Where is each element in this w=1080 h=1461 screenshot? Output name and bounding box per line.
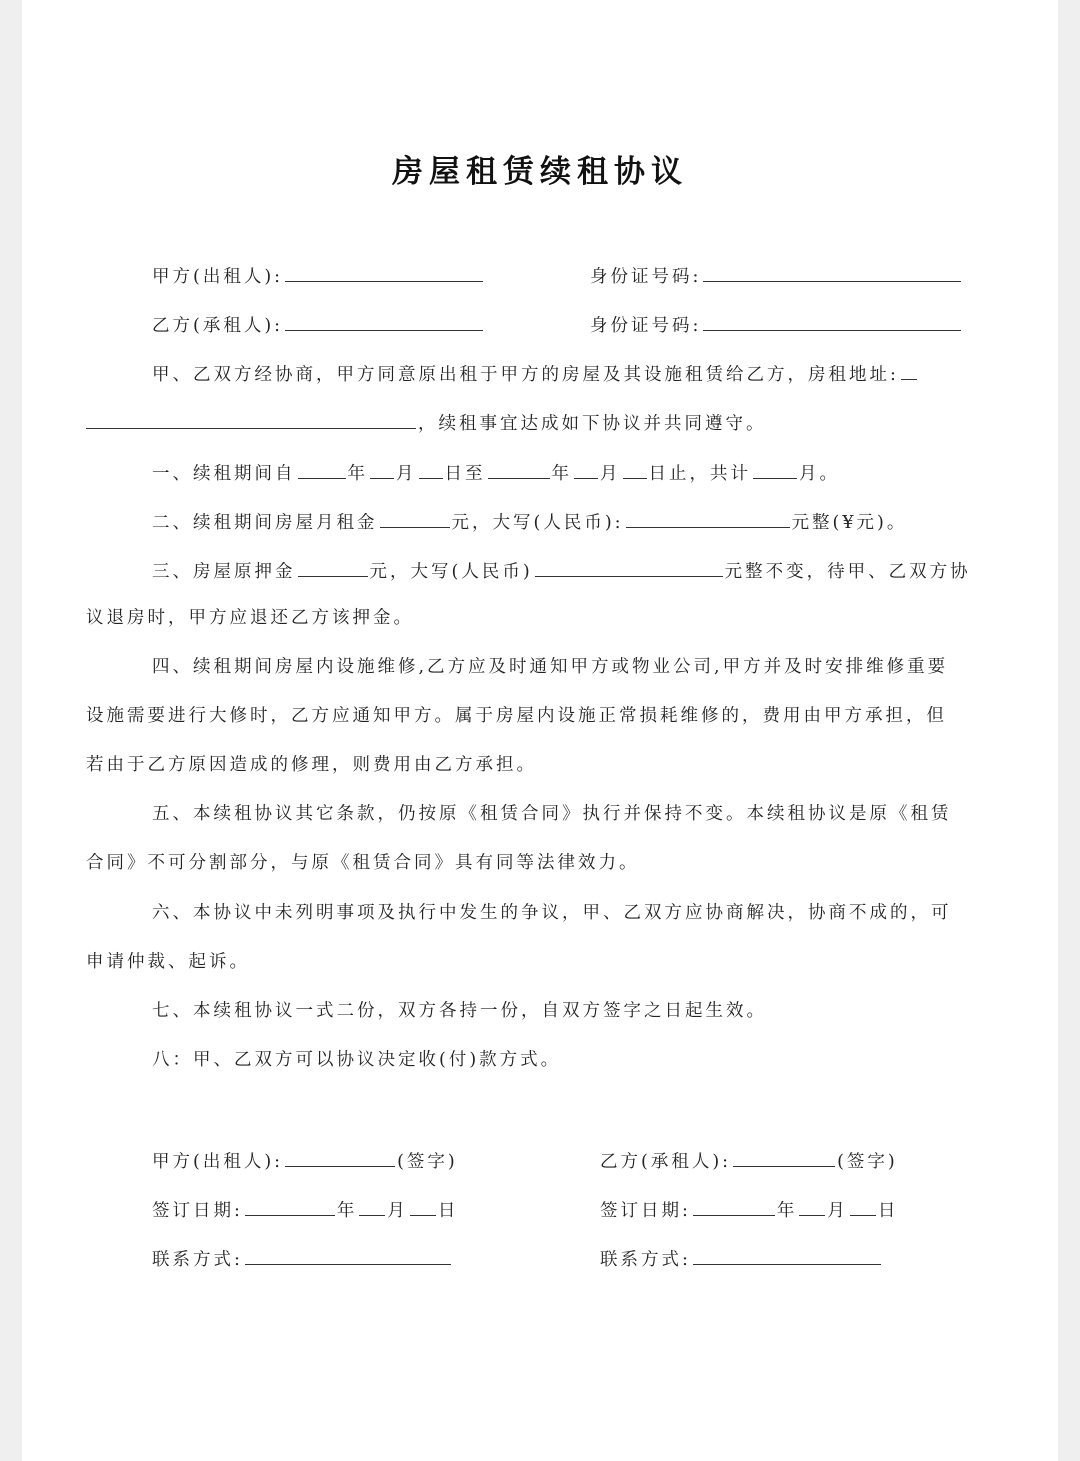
rent-capital-blank[interactable] bbox=[626, 507, 790, 528]
clause-2-prefix: 二、续租期间房屋月租金 bbox=[152, 513, 378, 533]
deposit-amount-blank[interactable] bbox=[298, 556, 368, 577]
date-b-day-blank[interactable] bbox=[850, 1195, 876, 1216]
date-b-label: 签订日期: bbox=[600, 1201, 691, 1221]
date-a-month: 月 bbox=[387, 1201, 408, 1221]
contact-a-label: 联系方式: bbox=[152, 1250, 243, 1270]
start-day-label: 日至 bbox=[444, 464, 486, 484]
intro-line-2 bbox=[86, 408, 767, 437]
clause-5-line-1: 五、本续租协议其它条款，仍按原《租赁合同》执行并保持不变。本续租协议是原《租赁 bbox=[152, 804, 952, 824]
date-b-day: 日 bbox=[877, 1201, 899, 1221]
date-b-year-blank[interactable] bbox=[693, 1195, 775, 1216]
date-a-year-blank[interactable] bbox=[245, 1195, 335, 1216]
clause-6-line-1: 六、本协议中未列明事项及执行中发生的争议，甲、乙双方应协商解决，协商不成的，可 bbox=[152, 903, 952, 923]
clause-3-line-2: 议退房时，甲方应退还乙方该押金。 bbox=[86, 608, 414, 628]
contact-a-blank[interactable] bbox=[245, 1244, 451, 1265]
sign-party-b-blank[interactable] bbox=[733, 1146, 835, 1167]
party-b-id-label: 身份证号码: bbox=[590, 316, 702, 336]
date-party-b bbox=[600, 1195, 898, 1224]
deposit-yuan-label: 元，大写(人民币) bbox=[369, 562, 533, 582]
end-day-label: 日止，共计 bbox=[648, 464, 751, 484]
clause-4-line-3: 若由于乙方原因造成的修理，则费用由乙方承担。 bbox=[86, 755, 537, 775]
end-day-blank[interactable] bbox=[623, 458, 647, 479]
clause-8: 八：甲、乙双方可以协议决定收(付)款方式。 bbox=[152, 1050, 562, 1070]
party-a-label: 甲方(出租人): bbox=[152, 267, 284, 287]
sign-party-a-note: (签字) bbox=[397, 1152, 458, 1172]
address-blank-2[interactable] bbox=[86, 408, 416, 429]
clause-1-prefix: 一、续租期间自 bbox=[152, 464, 296, 484]
date-a-day: 日 bbox=[437, 1201, 459, 1221]
rent-yuan-label: 元，大写(人民币): bbox=[451, 513, 624, 533]
party-a-id-line bbox=[590, 261, 963, 290]
deposit-suffix: 元整不变，待甲、乙双方协 bbox=[724, 562, 971, 582]
party-b-id-line bbox=[590, 310, 963, 339]
clause-6-line-2: 申请仲裁、起诉。 bbox=[86, 952, 250, 972]
party-a-id-label: 身份证号码: bbox=[590, 267, 702, 287]
date-a-day-blank[interactable] bbox=[410, 1195, 436, 1216]
party-b-id-blank[interactable] bbox=[703, 310, 961, 331]
start-month-label: 月 bbox=[396, 464, 417, 484]
sign-party-a-blank[interactable] bbox=[285, 1146, 395, 1167]
intro-line-1 bbox=[152, 359, 919, 388]
clause-4-line-2: 设施需要进行大修时，乙方应通知甲方。属于房屋内设施正常损耗维修的，费用由甲方承担，但 bbox=[86, 706, 947, 726]
clause-2 bbox=[152, 507, 907, 536]
total-months-blank[interactable] bbox=[753, 458, 797, 479]
clause-4-line-1: 四、续租期间房屋内设施维修,乙方应及时通知甲方或物业公司,甲方并及时安排维修重要 bbox=[152, 657, 949, 677]
clause-3-line-1 bbox=[152, 556, 971, 585]
sign-party-a-label: 甲方(出租人): bbox=[152, 1152, 284, 1172]
document-title: 房屋租赁续租协议 bbox=[392, 154, 688, 190]
date-a-label: 签订日期: bbox=[152, 1201, 243, 1221]
date-party-a bbox=[152, 1195, 458, 1224]
intro-text-2: ，续租事宜达成如下协议并共同遵守。 bbox=[418, 414, 767, 434]
clause-1 bbox=[152, 458, 840, 487]
party-b-line bbox=[152, 310, 485, 339]
party-b-blank[interactable] bbox=[285, 310, 483, 331]
date-a-month-blank[interactable] bbox=[359, 1195, 385, 1216]
deposit-capital-blank[interactable] bbox=[535, 556, 723, 577]
party-a-blank[interactable] bbox=[285, 261, 483, 282]
clause-3-prefix: 三、房屋原押金 bbox=[152, 562, 296, 582]
sign-party-b bbox=[600, 1146, 898, 1175]
document-page bbox=[22, 0, 1058, 1461]
date-b-month: 月 bbox=[827, 1201, 848, 1221]
end-year-label: 年 bbox=[551, 464, 572, 484]
date-b-year: 年 bbox=[776, 1201, 798, 1221]
start-month-blank[interactable] bbox=[370, 458, 394, 479]
contact-party-a bbox=[152, 1244, 453, 1273]
contact-party-b bbox=[600, 1244, 883, 1273]
sign-party-a bbox=[152, 1146, 458, 1175]
party-a-id-blank[interactable] bbox=[703, 261, 961, 282]
rent-amount-blank[interactable] bbox=[380, 507, 450, 528]
start-day-blank[interactable] bbox=[419, 458, 443, 479]
party-a-line bbox=[152, 261, 485, 290]
intro-text-1: 甲、乙双方经协商，甲方同意原出租于甲方的房屋及其设施租赁给乙方，房租地址: bbox=[152, 365, 899, 385]
date-a-year: 年 bbox=[336, 1201, 358, 1221]
contact-b-label: 联系方式: bbox=[600, 1250, 691, 1270]
start-year-label: 年 bbox=[347, 464, 368, 484]
clause-7: 七、本续租协议一式二份，双方各持一份，自双方签字之日起生效。 bbox=[152, 1001, 767, 1021]
sign-party-b-label: 乙方(承租人): bbox=[600, 1152, 732, 1172]
address-blank-1[interactable] bbox=[901, 359, 917, 380]
sign-party-b-note: (签字) bbox=[837, 1152, 898, 1172]
end-month-blank[interactable] bbox=[574, 458, 598, 479]
end-year-blank[interactable] bbox=[488, 458, 550, 479]
date-b-month-blank[interactable] bbox=[799, 1195, 825, 1216]
start-year-blank[interactable] bbox=[298, 458, 346, 479]
rent-suffix: 元整(¥元)。 bbox=[791, 513, 908, 533]
contact-b-blank[interactable] bbox=[693, 1244, 881, 1265]
clause-5-line-2: 合同》不可分割部分，与原《租赁合同》具有同等法律效力。 bbox=[86, 853, 640, 873]
total-months-label: 月。 bbox=[799, 464, 840, 484]
party-b-label: 乙方(承租人): bbox=[152, 316, 284, 336]
end-month-label: 月 bbox=[600, 464, 621, 484]
